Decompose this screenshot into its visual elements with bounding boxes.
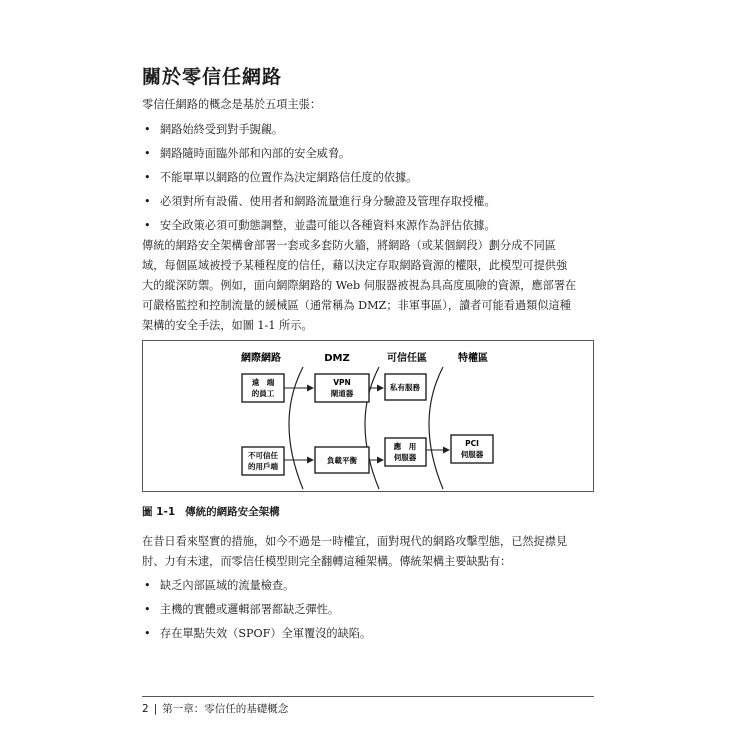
figure-number: 圖 1-1 xyxy=(142,506,176,518)
node-load-balancer xyxy=(315,447,369,473)
svg-text:PCI: PCI xyxy=(465,439,479,448)
firewall-arc xyxy=(429,367,443,489)
svg-text:的員工: 的員工 xyxy=(251,389,275,398)
intro-text: 零信任網路的概念是基於五項主張： xyxy=(142,98,322,111)
node-remote-staff xyxy=(242,374,284,402)
list-item: • 主機的實體或邏輯部署都缺乏彈性。 xyxy=(142,600,600,624)
figure-caption-text: 傳統的網路安全架構 xyxy=(185,506,280,518)
bullet-icon: • xyxy=(144,627,151,640)
bullet-icon: • xyxy=(144,123,151,136)
node-vpn-gateway xyxy=(315,374,369,402)
list-item: • 存在單點失效（SPOF）全軍覆沒的缺陷。 xyxy=(142,624,600,648)
list-item: • 缺乏內部區域的流量檢查。 xyxy=(142,576,600,600)
paragraph-line: 傳統的網路安全架構會部署一套或多套防火牆，將網路（或某個網段）劃分成不同區 xyxy=(142,239,556,252)
node-app-server xyxy=(385,438,426,466)
paragraph-zero-trust-contrast xyxy=(142,532,600,572)
footer-rule xyxy=(142,696,594,697)
footer-separator: | xyxy=(153,703,158,715)
paragraph-line: 可嚴格監控和控制流量的緩械區（通常稱為 DMZ；非軍事區），讀者可能看過類似這種 xyxy=(142,299,571,312)
paragraph-line: 大的縱深防禦。例如，面向網際網路的 Web 伺服器被視為具高度風險的資源，應部署在 xyxy=(142,279,577,292)
zone-label-privileged: 特權區 xyxy=(458,353,488,364)
bullet-icon: • xyxy=(144,195,151,208)
bullet-icon: • xyxy=(144,171,151,184)
drawbacks-list xyxy=(142,576,600,648)
paragraph-line: 域，每個區域被授予某種程度的信任，藉以決定存取網路資源的權限，此模型可提供強 xyxy=(142,259,568,272)
paragraph-traditional-architecture xyxy=(142,236,600,336)
svg-text:伺服器: 伺服器 xyxy=(460,450,484,459)
paragraph-line: 肘、力有未逮，而零信任模型則完全翻轉這種架構。傳統架構主要缺點有： xyxy=(142,555,512,568)
figure-caption xyxy=(142,504,280,519)
list-item: • 網路隨時面臨外部和內部的安全威脅。 xyxy=(142,144,600,168)
zone-label-trusted: 可信任區 xyxy=(387,353,427,364)
architecture-diagram xyxy=(143,341,593,491)
figure-network-architecture xyxy=(142,340,594,492)
zone-label-internet: 網際網路 xyxy=(241,353,281,364)
list-item: • 不能單單以網路的位置作為決定網路信任度的依據。 xyxy=(142,168,600,192)
svg-text:閘道器: 閘道器 xyxy=(330,389,354,398)
svg-text:伺服器: 伺服器 xyxy=(393,453,417,462)
bullet-icon: • xyxy=(144,147,151,160)
node-pci-server xyxy=(451,435,493,463)
list-item: • 安全政策必須可動態調整，並盡可能以各種資料來源作為評估依據。 xyxy=(142,216,600,240)
list-item: • 網路始終受到對手覬覦。 xyxy=(142,120,600,144)
list-item: • 必須對所有設備、使用者和網路流量進行身分驗證及管理存取授權。 xyxy=(142,192,600,216)
svg-text:VPN: VPN xyxy=(333,378,351,387)
bullet-icon: • xyxy=(144,603,151,616)
zone-label-dmz: DMZ xyxy=(324,353,350,364)
svg-text:不可信任: 不可信任 xyxy=(248,451,278,460)
page-footer xyxy=(142,701,288,716)
principles-list xyxy=(142,120,600,240)
page-number: 2 xyxy=(142,703,149,715)
node-private-service xyxy=(385,374,426,400)
node-untrusted-user xyxy=(242,447,284,475)
chapter-title: 第一章：零信任的基礎概念 xyxy=(162,703,289,715)
svg-text:遠 端: 遠 端 xyxy=(251,378,275,387)
svg-text:負載平衡: 負載平衡 xyxy=(327,456,357,465)
paragraph-line: 在昔日看來堅實的措施，如今不過是一時權宜，面對現代的網路攻擊型態，已然捉襟見 xyxy=(142,535,568,548)
svg-text:應 用: 應 用 xyxy=(393,442,417,451)
section-heading: 關於零信任網路 xyxy=(142,66,283,88)
svg-text:私有服務: 私有服務 xyxy=(390,383,420,392)
svg-text:的用戶端: 的用戶端 xyxy=(248,462,278,471)
paragraph-line: 架構的安全手法，如圖 1-1 所示。 xyxy=(142,319,313,332)
firewall-arc xyxy=(289,367,303,489)
bullet-icon: • xyxy=(144,219,151,232)
bullet-icon: • xyxy=(144,579,151,592)
